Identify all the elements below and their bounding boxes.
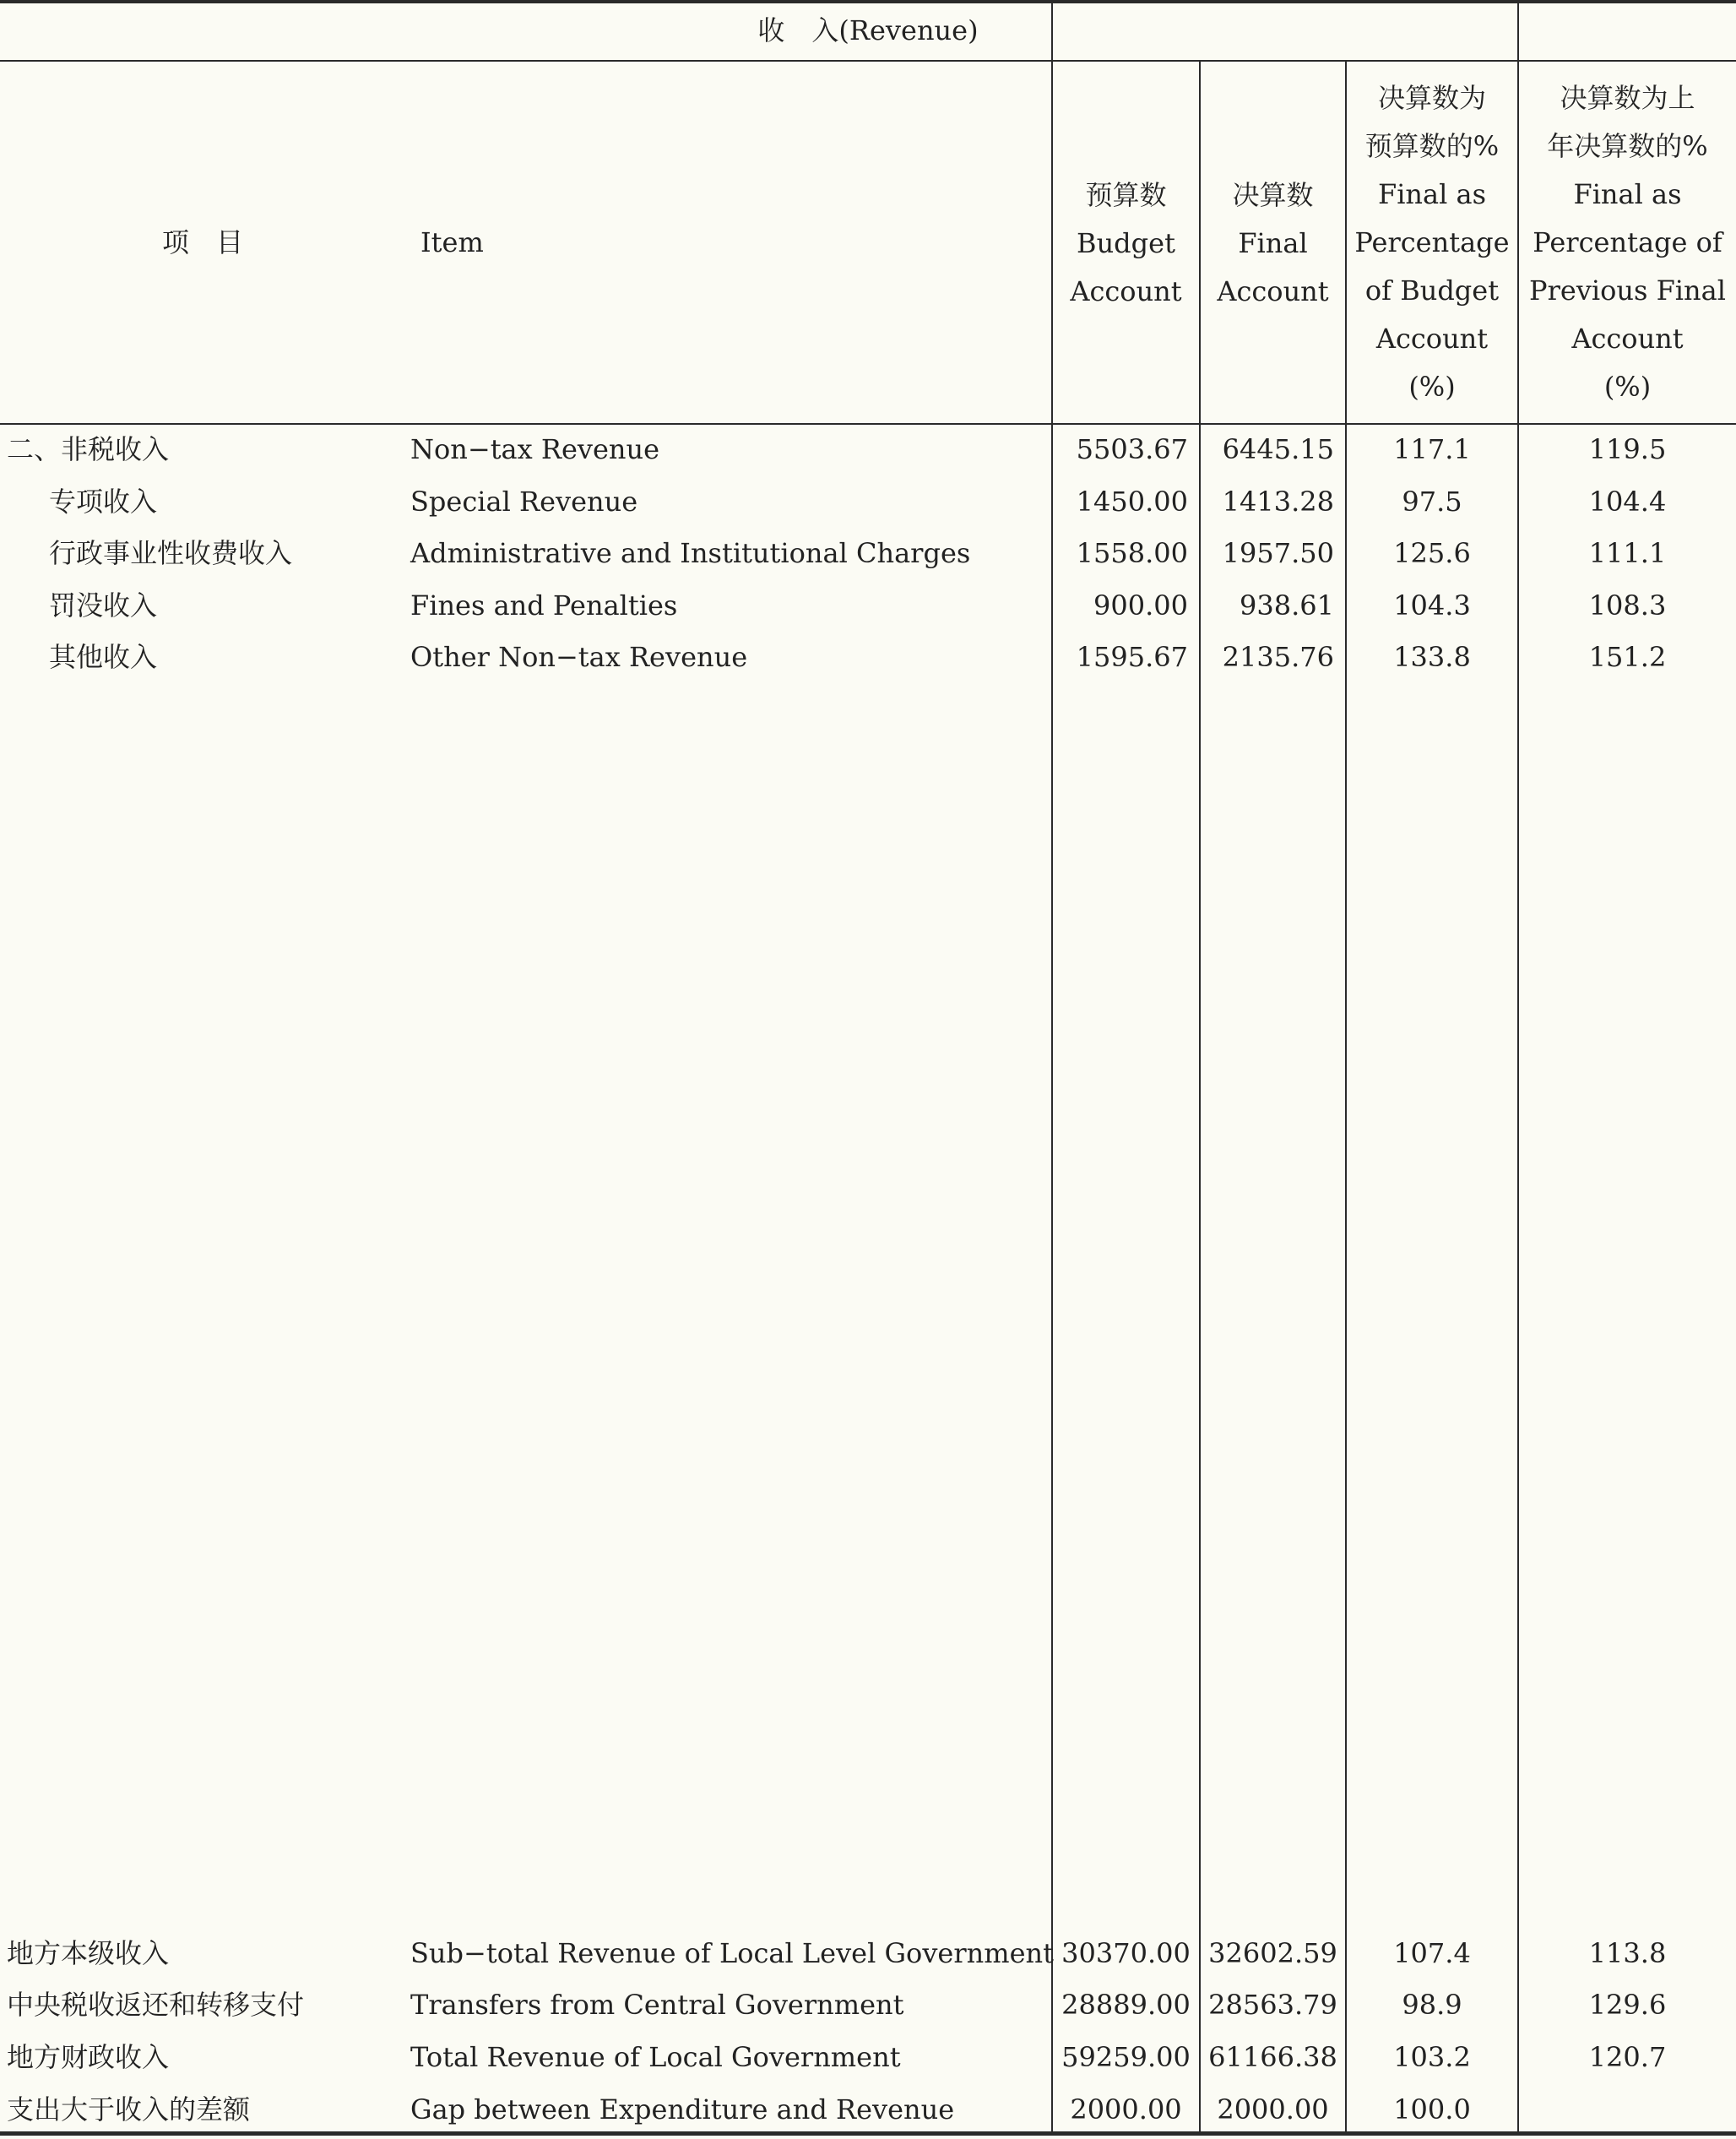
row-final: 1957.50 (1222, 537, 1334, 569)
bottom-rule (0, 2131, 1736, 2136)
summary-budget: 59259.00 (1061, 2041, 1191, 2073)
row-final: 1413.28 (1222, 486, 1334, 518)
row-pct-budget: 125.6 (1393, 537, 1471, 569)
row-final: 6445.15 (1222, 433, 1334, 465)
header-pct-prev-line: Percentage of (1533, 226, 1722, 258)
header-pct-budget-line: 预算数的% (1364, 130, 1500, 162)
row-name-en: Non−tax Revenue (410, 433, 660, 465)
header-pct-prev-line: Previous Final (1529, 274, 1726, 307)
row-pct-budget: 117.1 (1393, 433, 1471, 465)
summary-name-cn: 地方财政收入 (7, 2041, 170, 2073)
header-budget-line: 预算数 (1085, 179, 1167, 211)
header-pct-budget-line: 决算数为 (1377, 82, 1486, 114)
row-pct-budget: 133.8 (1393, 641, 1471, 673)
row-name-cn: 专项收入 (49, 486, 158, 518)
summary-budget: 30370.00 (1061, 1937, 1191, 1969)
row-pct-prev: 119.5 (1588, 433, 1667, 465)
summary-pct-prev: 120.7 (1588, 2041, 1667, 2073)
col-divider-budget (1199, 60, 1201, 2131)
header-item-cn: 项 目 (161, 226, 243, 258)
summary-pct-prev: 113.8 (1588, 1937, 1667, 1969)
row-pct-prev: 108.3 (1588, 589, 1667, 622)
summary-pct-prev: 129.6 (1588, 1989, 1667, 2021)
summary-name-cn: 支出大于收入的差额 (7, 2093, 251, 2125)
header-final (1201, 171, 1345, 316)
header-pct-prev-line: 决算数为上 (1560, 82, 1695, 114)
row-pct-budget: 97.5 (1402, 486, 1462, 518)
header-pct-prev-line: 年决算数的% (1547, 130, 1708, 162)
row-pct-budget: 104.3 (1393, 589, 1471, 622)
summary-final: 61166.38 (1208, 2041, 1337, 2073)
row-name-cn: 罚没收入 (49, 589, 158, 622)
row-final: 938.61 (1240, 589, 1334, 622)
col-divider-item (1051, 0, 1053, 2131)
header-rule (0, 423, 1736, 425)
row-name-cn: 二、非税收入 (7, 433, 170, 465)
summary-final: 28563.79 (1208, 1989, 1337, 2021)
summary-pct-budget: 103.2 (1393, 2041, 1471, 2073)
summary-pct-budget: 100.0 (1393, 2093, 1471, 2125)
row-name-en: Administrative and Institutional Charges (410, 537, 971, 569)
summary-name-en: Sub−total Revenue of Local Level Government (410, 1937, 1054, 1969)
row-pct-prev: 104.4 (1588, 486, 1667, 518)
header-pct-budget-line: Percentage (1354, 226, 1510, 258)
summary-pct-budget: 107.4 (1393, 1937, 1471, 1969)
title-rule (0, 60, 1736, 62)
header-pct-budget-line: (%) (1408, 371, 1456, 403)
row-budget: 1558.00 (1076, 537, 1188, 569)
row-name-cn: 其他收入 (49, 641, 158, 673)
header-budget-line: Budget (1077, 227, 1175, 259)
row-pct-prev: 111.1 (1588, 537, 1667, 569)
header-budget (1053, 171, 1199, 316)
header-pct-budget-line: Final as (1377, 178, 1487, 210)
header-pct-prev-line: Account (1571, 323, 1684, 355)
summary-budget: 28889.00 (1061, 1989, 1191, 2021)
header-pct-budget (1347, 74, 1517, 411)
row-budget: 1450.00 (1076, 486, 1188, 518)
header-final-line: Final (1238, 227, 1308, 259)
summary-name-en: Gap between Expenditure and Revenue (410, 2093, 955, 2125)
header-final-line: 决算数 (1232, 179, 1314, 211)
header-item-en: Item (420, 226, 484, 258)
summary-name-en: Total Revenue of Local Government (410, 2041, 901, 2073)
row-final: 2135.76 (1222, 641, 1334, 673)
row-name-en: Other Non−tax Revenue (410, 641, 748, 673)
header-pct-prev-line: Final as (1573, 178, 1682, 210)
header-budget-line: Account (1070, 275, 1182, 307)
header-pct-prev-line: (%) (1603, 371, 1652, 403)
summary-name-cn: 中央税收返还和转移支付 (7, 1989, 305, 2021)
header-final-line: Account (1217, 275, 1329, 307)
row-budget: 5503.67 (1076, 433, 1188, 465)
summary-name-en: Transfers from Central Government (410, 1989, 904, 2021)
header-pct-prev (1519, 74, 1736, 411)
top-rule (0, 0, 1736, 3)
row-pct-prev: 151.2 (1588, 641, 1667, 673)
summary-budget: 2000.00 (1070, 2093, 1182, 2125)
header-pct-budget-line: of Budget (1364, 274, 1500, 307)
row-name-en: Fines and Penalties (410, 589, 678, 622)
summary-pct-budget: 98.9 (1402, 1989, 1462, 2021)
table-title: 收 入(Revenue) (757, 14, 979, 46)
summary-name-cn: 地方本级收入 (7, 1937, 170, 1969)
row-budget: 900.00 (1093, 589, 1188, 622)
row-name-cn: 行政事业性收费收入 (49, 537, 293, 569)
summary-final: 2000.00 (1217, 2093, 1329, 2125)
row-budget: 1595.67 (1076, 641, 1188, 673)
summary-final: 32602.59 (1208, 1937, 1337, 1969)
row-name-en: Special Revenue (410, 486, 638, 518)
header-pct-budget-line: Account (1375, 323, 1489, 355)
